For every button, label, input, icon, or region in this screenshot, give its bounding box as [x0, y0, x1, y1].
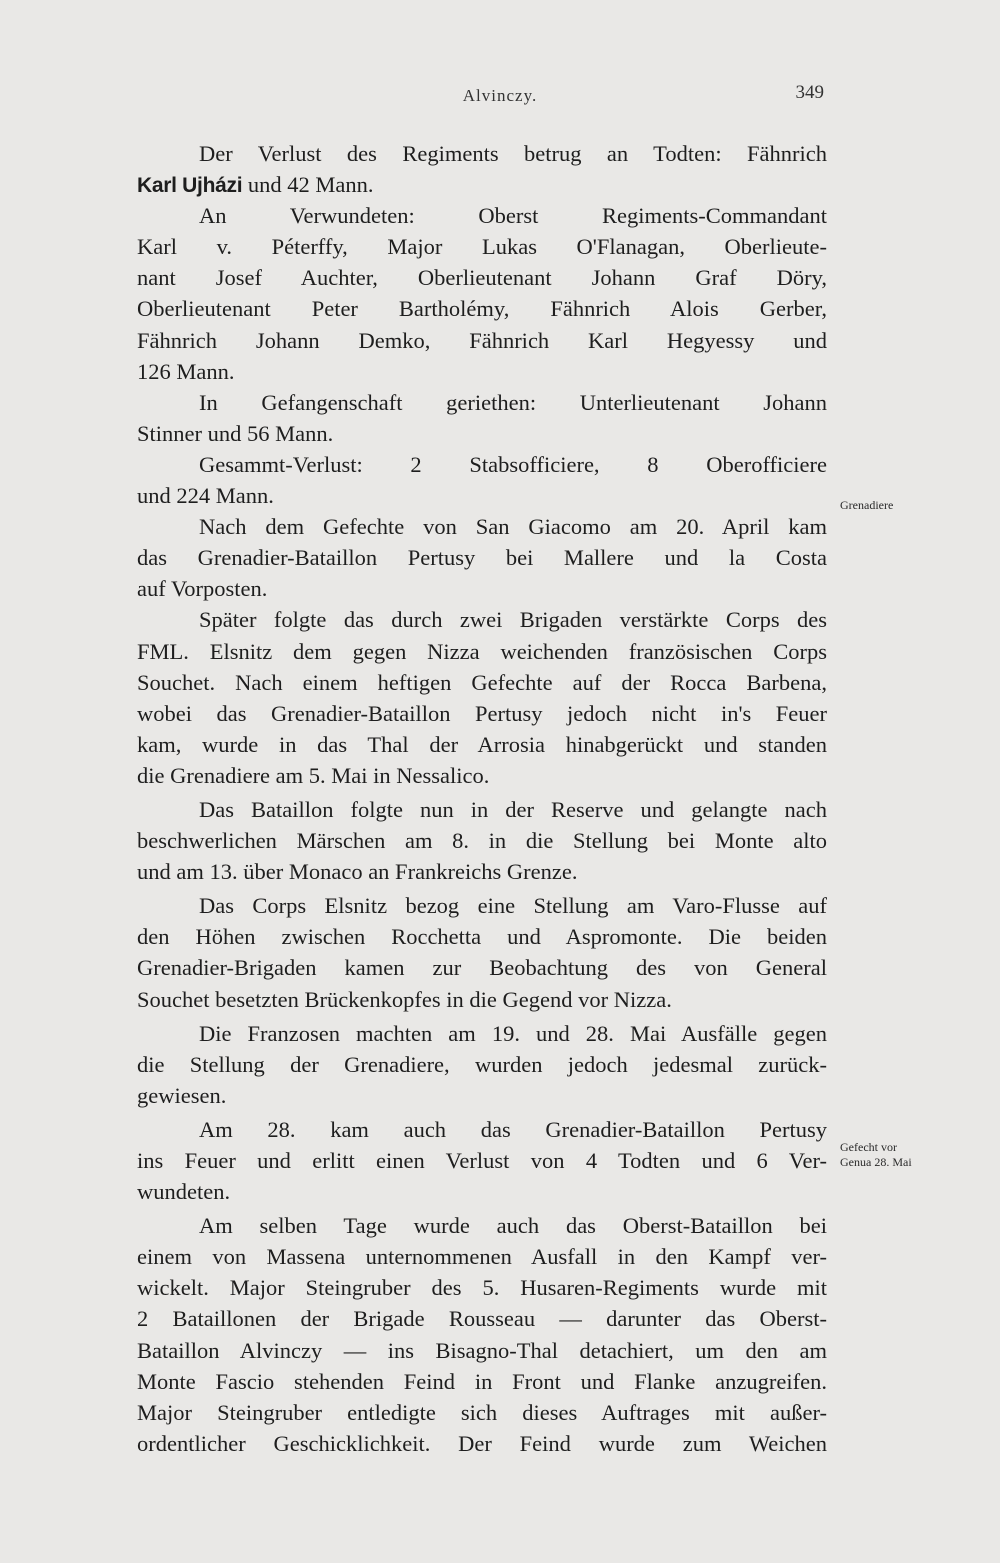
text-line: und am 13. über Monaco an Frankreichs Grenze. — [137, 859, 578, 885]
text-line: Das Corps Elsnitz bezog eine Stellung am Varo-Flusse auf — [199, 893, 827, 919]
text-line: wickelt. Major Steingruber des 5. Husaren-Regiments wurde mit — [137, 1275, 827, 1301]
text-line: ins Feuer und erlitt einen Verlust von 4 Todten und 6 Ver- — [137, 1148, 827, 1173]
text-line: Die Franzosen machten am 19. und 28. Mai Ausfälle gegen — [199, 1020, 827, 1046]
text-line: Stinner und 56 Mann. — [137, 420, 334, 446]
text-line: beschwerlichen Märschen am 8. in die Stellung bei Monte alto — [137, 828, 827, 854]
text-line: gewiesen. — [137, 1082, 227, 1108]
text-line: Später folgte das durch zwei Brigaden verstärkte Corps des — [199, 607, 827, 633]
text-line: Das Bataillon folgte nun in der Reserve und gelangte nach — [199, 796, 827, 822]
text-line: wundeten. — [137, 1179, 231, 1205]
page-number: 349 — [795, 82, 824, 103]
bold-name: Karl Ujházi — [137, 174, 243, 198]
text-line: Am selben Tage wurde auch das Oberst-Bataillon bei — [199, 1213, 827, 1239]
text-line: einem von Massena unternommenen Ausfall in den Kampf ver- — [137, 1244, 827, 1270]
text-line: Bataillon Alvinczy — ins Bisagno-Thal detachiert, um den am — [137, 1337, 827, 1363]
text-line: nant Josef Auchter, Oberlieutenant Johann Graf Döry, — [137, 265, 827, 291]
text-line: wobei das Grenadier-Bataillon Pertusy jedoch nicht in's Feuer — [137, 700, 827, 726]
text-line: auf Vorposten. — [137, 576, 268, 602]
text-line: Souchet besetzten Brückenkopfes in die Gegend vor Nizza. — [137, 986, 672, 1012]
text-line: und 224 Mann. — [137, 483, 274, 509]
text-line: In Gefangenschaft geriethen: Unterlieutenant Johann — [199, 389, 827, 415]
text-line: die Grenadiere am 5. Mai in Nessalico. — [137, 762, 490, 788]
text-line: Monte Fascio stehenden Feind in Front und Flanke anzugreifen. — [137, 1368, 827, 1394]
margin-note-gefecht-line1: Gefecht vor — [840, 1140, 897, 1154]
text-line: 126 Mann. — [137, 358, 235, 384]
text-line: Am 28. kam auch das Grenadier-Bataillon Pertusy — [199, 1116, 827, 1142]
text-fragment: und 42 Mann. — [247, 172, 374, 198]
text-line: Gesammt-Verlust: 2 Stabsofficiere, 8 Oberofficiere — [199, 451, 827, 477]
text-line: Grenadier-Brigaden kamen zur Beobachtung des von General — [137, 955, 827, 981]
text-line: Souchet. Nach einem heftigen Gefechte auf der Rocca Barbena, — [137, 669, 827, 695]
text-line: FML. Elsnitz dem gegen Nizza weichenden französischen Corps — [137, 638, 827, 664]
margin-note-gefecht — [840, 1140, 940, 1170]
text-line: den Höhen zwischen Rocchetta und Aspromonte. Die beiden — [137, 924, 827, 950]
running-title: Alvinczy. — [462, 86, 538, 105]
margin-note-grenadiere: Grenadiere — [840, 498, 894, 512]
text-line: Fähnrich Johann Demko, Fähnrich Karl Hegyessy und — [137, 327, 827, 353]
body-text — [137, 138, 827, 1459]
text-line: An Verwundeten: Oberst Regiments-Commandant — [199, 203, 827, 229]
text-line: kam, wurde in das Thal der Arrosia hinabgerückt und standen — [137, 731, 827, 757]
text-line: Nach dem Gefechte von San Giacomo am 20. April kam — [199, 514, 827, 540]
text-line: Karl v. Péterffy, Major Lukas O'Flanagan, Oberlieute- — [137, 234, 827, 260]
text-line: die Stellung der Grenadiere, wurden jedoch jedesmal zurück- — [137, 1051, 827, 1077]
text-line: 2 Bataillonen der Brigade Rousseau — darunter das Oberst- — [137, 1306, 827, 1332]
text-line: ordentlicher Geschicklichkeit. Der Feind wurde zum Weichen — [137, 1430, 827, 1456]
text-line: das Grenadier-Bataillon Pertusy bei Mallere und la Costa — [137, 545, 827, 571]
text-line: Der Verlust des Regiments betrug an Todten: Fähnrich — [199, 141, 827, 166]
text-line: Major Steingruber entledigte sich dieses Auftrages mit außer- — [137, 1399, 827, 1425]
margin-note-gefecht-line2: Genua 28. Mai — [840, 1155, 912, 1169]
text-line: Oberlieutenant Peter Bartholémy, Fähnrich Alois Gerber, — [137, 296, 827, 322]
text-line — [137, 169, 827, 200]
